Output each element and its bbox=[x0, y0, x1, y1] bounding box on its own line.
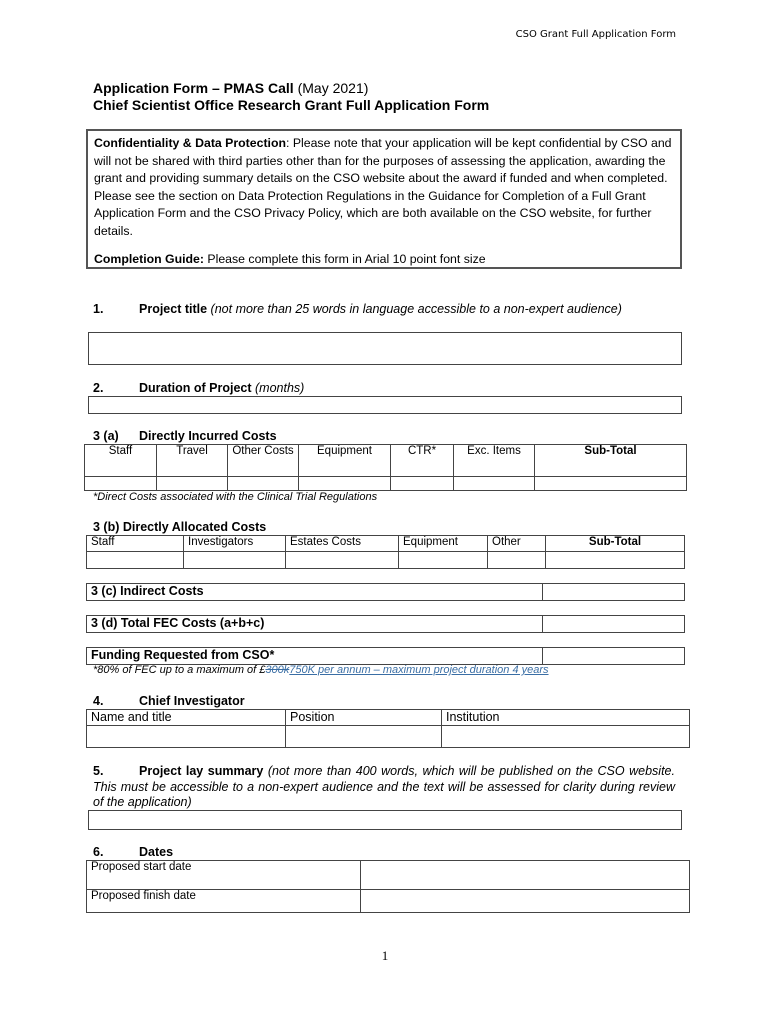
direct-costs-header-row bbox=[85, 445, 687, 477]
start-date-row bbox=[87, 861, 690, 890]
total-fec-tr bbox=[87, 616, 685, 633]
section-4-title: Chief Investigator bbox=[139, 694, 245, 708]
direct-costs-entry-row bbox=[85, 477, 687, 491]
chief-investigator-entry-row bbox=[87, 726, 690, 748]
other-cost-cell[interactable] bbox=[488, 552, 546, 569]
column-header: Other Costs bbox=[228, 445, 299, 477]
section-3a-title: Directly Incurred Costs bbox=[139, 429, 277, 443]
total-fec-value[interactable] bbox=[543, 616, 685, 633]
confidentiality-heading: Confidentiality & Data Protection bbox=[94, 136, 286, 150]
travel-cost-cell[interactable] bbox=[157, 477, 228, 491]
institution-cell[interactable] bbox=[442, 726, 690, 748]
column-header: Equipment bbox=[399, 536, 488, 552]
chief-investigator-table bbox=[86, 709, 690, 748]
section-5-number: 5. bbox=[93, 764, 104, 778]
chief-investigator-header-row bbox=[87, 710, 690, 726]
section-2-note: (months) bbox=[251, 381, 305, 395]
subtotal-cell[interactable] bbox=[535, 477, 687, 491]
equipment-cost-cell[interactable] bbox=[399, 552, 488, 569]
project-title-input[interactable] bbox=[88, 332, 682, 365]
estates-cost-cell[interactable] bbox=[286, 552, 399, 569]
column-header: Investigators bbox=[184, 536, 286, 552]
confidentiality-text bbox=[94, 135, 674, 240]
confidentiality-box bbox=[86, 129, 682, 269]
running-header: CSO Grant Full Application Form bbox=[515, 29, 676, 40]
form-title-bold: Application Form – PMAS Call bbox=[93, 80, 294, 96]
form-subtitle: Chief Scientist Office Research Grant Full Application Form bbox=[93, 97, 490, 113]
completion-guide-heading: Completion Guide: bbox=[94, 252, 204, 266]
column-header: CTR* bbox=[391, 445, 454, 477]
finish-date-value[interactable] bbox=[361, 890, 690, 913]
section-2-heading bbox=[93, 381, 304, 395]
start-date-value[interactable] bbox=[361, 861, 690, 890]
position-cell[interactable] bbox=[286, 726, 442, 748]
ctr-footnote: *Direct Costs associated with the Clinical Trial Regulations bbox=[93, 491, 378, 503]
form-title bbox=[93, 80, 368, 96]
confidentiality-body: : Please note that your application will be kept confidential by CSO and will not be shared with third parties other than for the purposes of assessing the application, awarding the grant and providing summary details on the CSO website about the award if funded and when completed. Please see the section on Data Protection Regulations in the Guidance for Completion of a Full Grant Application Form and the CSO Privacy Policy, which are both available on the CSO website, for further details. bbox=[94, 136, 672, 238]
staff-cost-cell[interactable] bbox=[87, 552, 184, 569]
column-header: Name and title bbox=[87, 710, 286, 726]
column-header: Sub-Total bbox=[535, 445, 687, 477]
funding-note-inserted: 750K per annum – maximum project duration 4 years bbox=[289, 664, 549, 676]
section-5-heading bbox=[93, 764, 675, 811]
section-1-number: 1. bbox=[93, 302, 104, 316]
start-date-label: Proposed start date bbox=[87, 861, 361, 890]
section-1-heading bbox=[93, 302, 675, 317]
indirect-costs-tr bbox=[87, 584, 685, 601]
allocated-costs-table bbox=[86, 535, 685, 569]
indirect-costs-value[interactable] bbox=[543, 584, 685, 601]
funding-note bbox=[93, 664, 549, 676]
section-1-title: Project title bbox=[139, 302, 208, 316]
name-title-cell[interactable] bbox=[87, 726, 286, 748]
funding-requested-label: Funding Requested from CSO* bbox=[87, 648, 543, 665]
section-5-note: (not more than 400 words, which will be published on the CSO website. This must be accessible to a non-expert audience and the text will be assessed for clarity during review of the application) bbox=[93, 764, 675, 809]
section-6-title: Dates bbox=[139, 845, 174, 859]
section-3b-heading: 3 (b) Directly Allocated Costs bbox=[93, 520, 267, 534]
subtotal-cell[interactable] bbox=[546, 552, 685, 569]
allocated-costs-header-row bbox=[87, 536, 685, 552]
completion-guide-text: Please complete this form in Arial 10 point font size bbox=[203, 252, 486, 266]
section-5-title: Project lay summary bbox=[139, 764, 264, 778]
funding-requested-value[interactable] bbox=[543, 648, 685, 665]
funding-requested-row bbox=[86, 647, 685, 665]
column-header: Staff bbox=[87, 536, 184, 552]
other-cost-cell[interactable] bbox=[228, 477, 299, 491]
dates-table bbox=[86, 860, 690, 913]
indirect-costs-label: 3 (c) Indirect Costs bbox=[87, 584, 543, 601]
column-header: Institution bbox=[442, 710, 690, 726]
section-1-note: (not more than 25 words in language accessible to a non-expert audience) bbox=[207, 302, 622, 316]
duration-input[interactable] bbox=[88, 396, 682, 414]
column-header: Other bbox=[488, 536, 546, 552]
exc-items-cost-cell[interactable] bbox=[454, 477, 535, 491]
equipment-cost-cell[interactable] bbox=[299, 477, 391, 491]
ctr-cost-cell[interactable] bbox=[391, 477, 454, 491]
column-header: Exc. Items bbox=[454, 445, 535, 477]
direct-costs-table bbox=[84, 444, 687, 491]
indirect-costs-row bbox=[86, 583, 685, 601]
total-fec-label: 3 (d) Total FEC Costs (a+b+c) bbox=[87, 616, 543, 633]
column-header: Sub-Total bbox=[546, 536, 685, 552]
lay-summary-input[interactable] bbox=[88, 810, 682, 830]
funding-requested-tr bbox=[87, 648, 685, 665]
column-header: Equipment bbox=[299, 445, 391, 477]
allocated-costs-entry-row bbox=[87, 552, 685, 569]
column-header: Staff bbox=[85, 445, 157, 477]
section-3a-number: 3 (a) bbox=[93, 429, 119, 443]
page-number: 1 bbox=[381, 948, 389, 963]
section-3a-heading bbox=[93, 429, 277, 443]
total-fec-row bbox=[86, 615, 685, 633]
form-title-date: (May 2021) bbox=[293, 80, 369, 96]
funding-note-deleted: 300k bbox=[265, 664, 290, 676]
section-2-number: 2. bbox=[93, 381, 104, 395]
funding-note-prefix: *80% of FEC up to a maximum of £ bbox=[93, 664, 266, 676]
staff-cost-cell[interactable] bbox=[85, 477, 157, 491]
finish-date-label: Proposed finish date bbox=[87, 890, 361, 913]
column-header: Position bbox=[286, 710, 442, 726]
column-header: Travel bbox=[157, 445, 228, 477]
investigators-cost-cell[interactable] bbox=[184, 552, 286, 569]
finish-date-row bbox=[87, 890, 690, 913]
section-6-heading bbox=[93, 845, 173, 859]
completion-guide bbox=[94, 251, 674, 269]
section-4-number: 4. bbox=[93, 694, 104, 708]
section-6-number: 6. bbox=[93, 845, 104, 859]
column-header: Estates Costs bbox=[286, 536, 399, 552]
section-4-heading bbox=[93, 694, 245, 708]
section-2-title: Duration of Project bbox=[139, 381, 252, 395]
